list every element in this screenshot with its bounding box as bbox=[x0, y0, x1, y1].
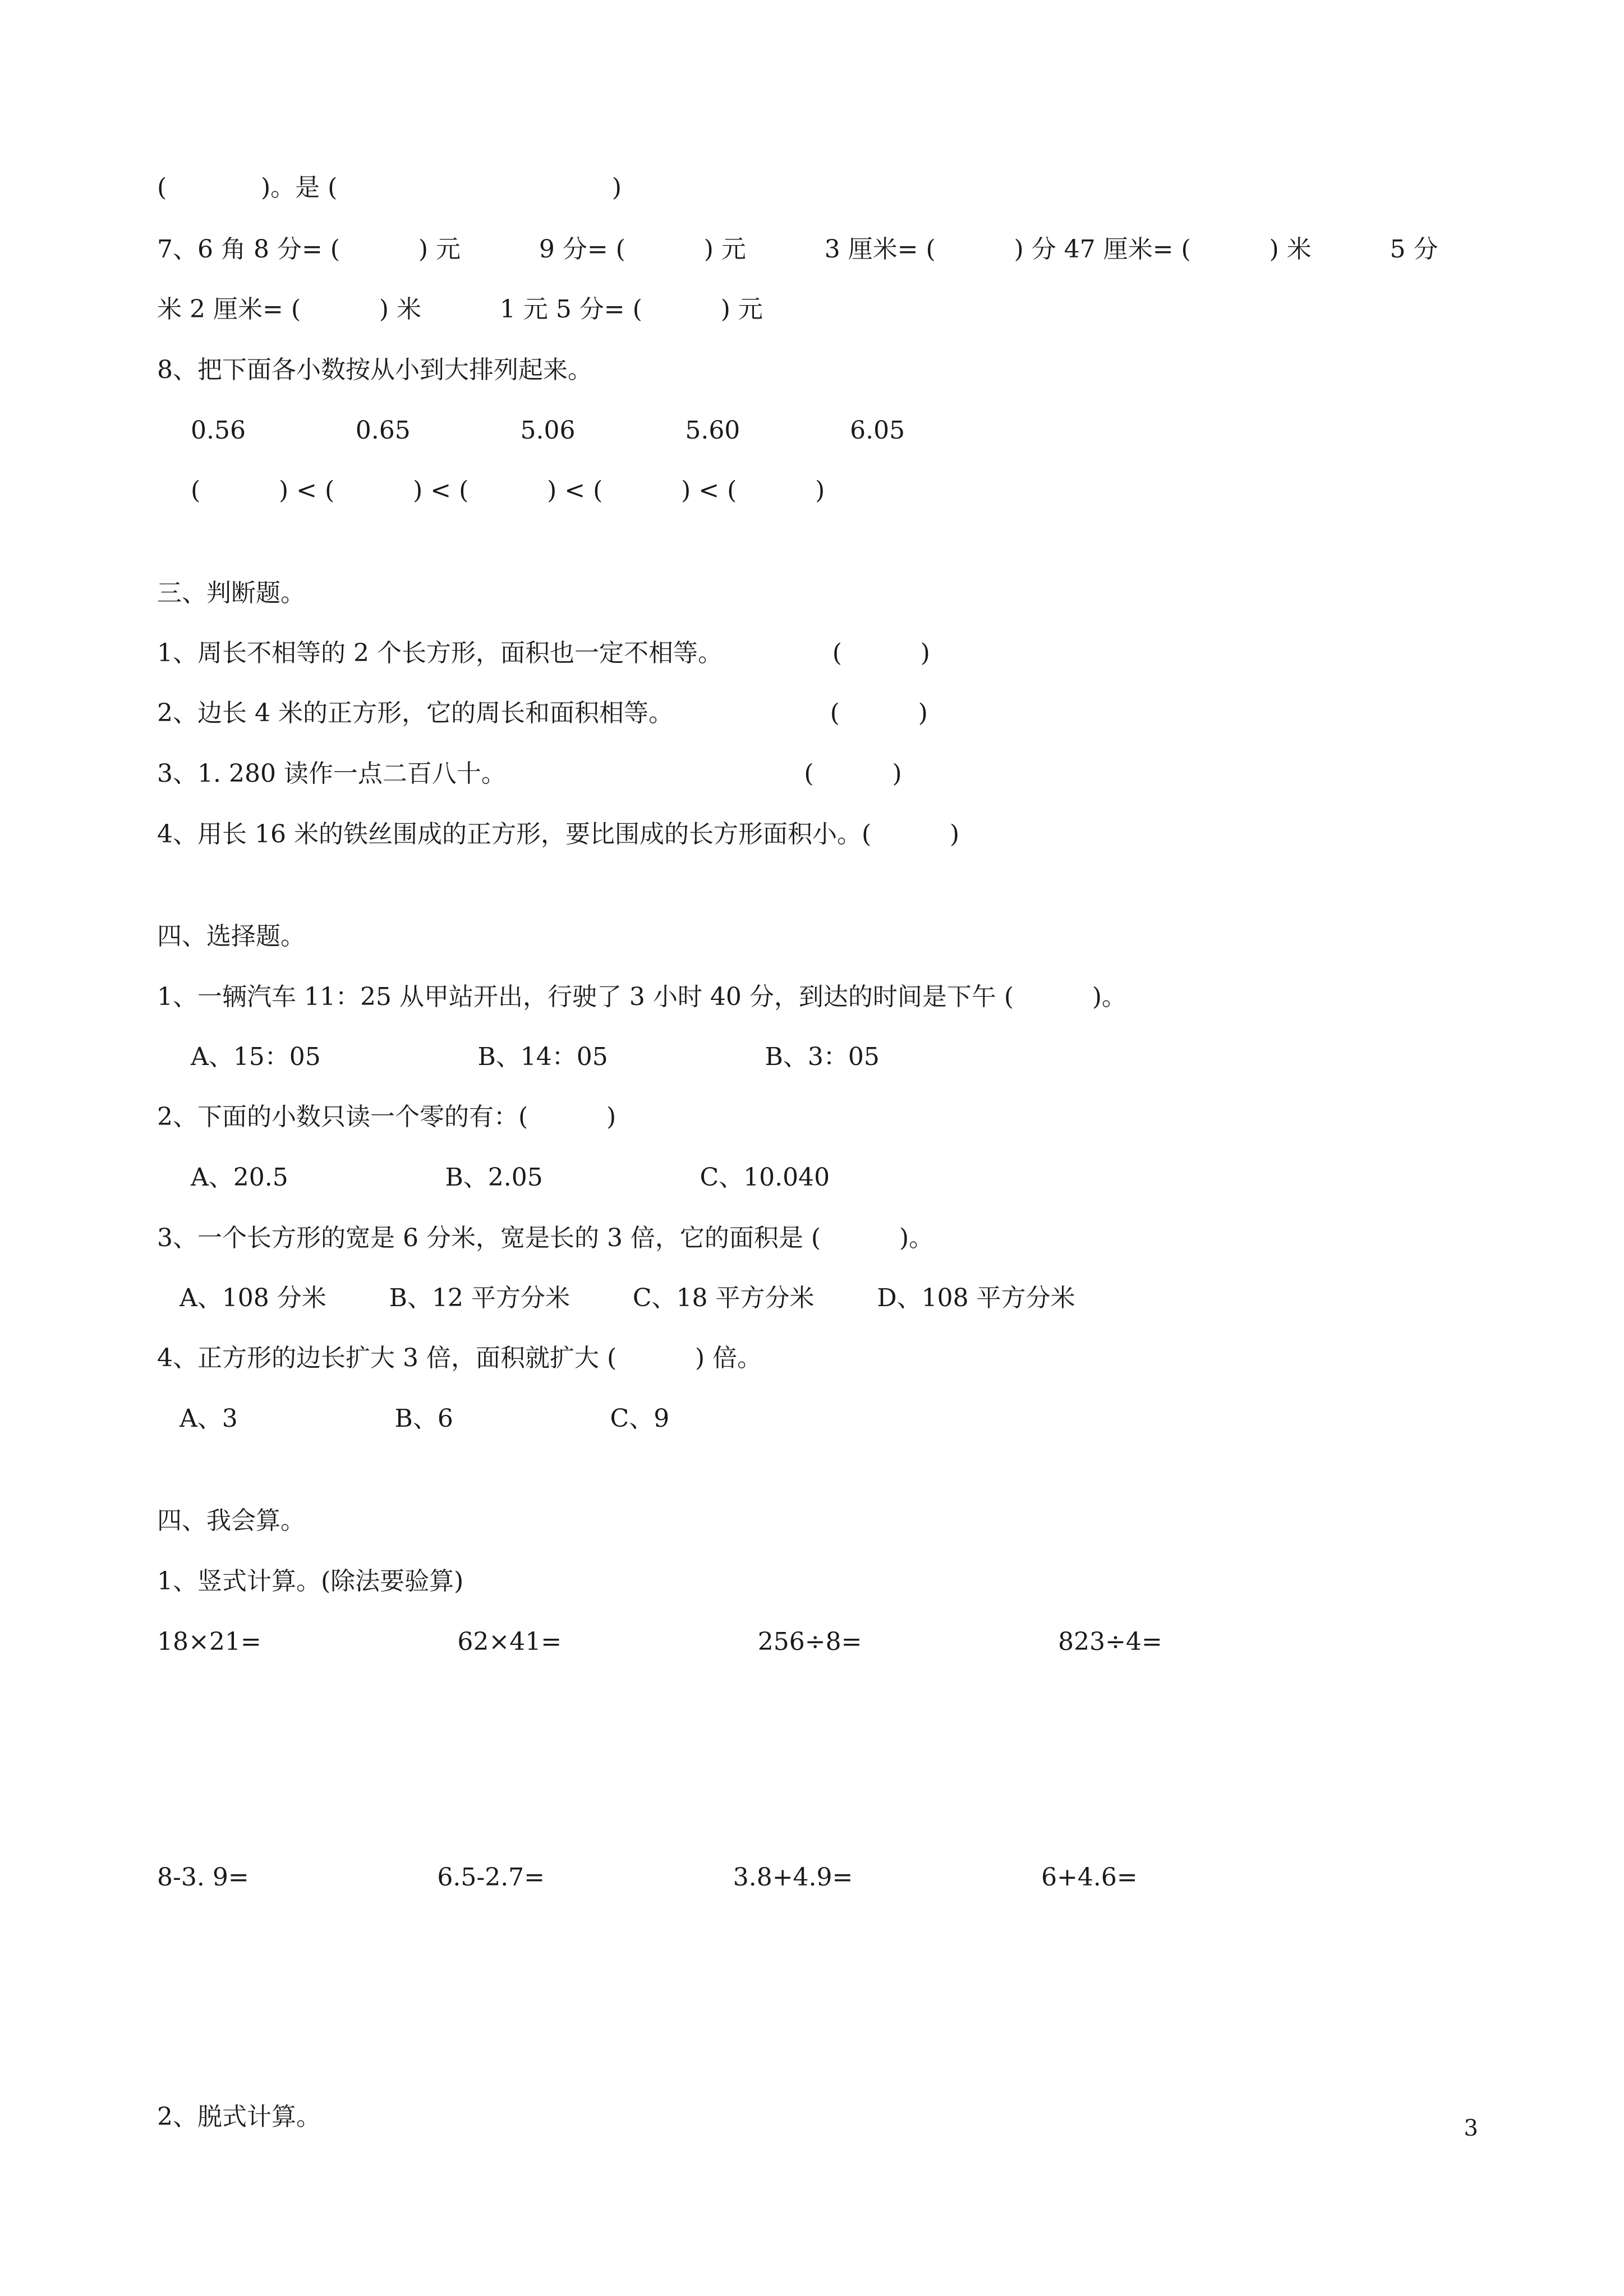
choice-4-options: A、3 B、6 C、9 bbox=[180, 1404, 670, 1433]
choice-3-options: A、108 分米 B、12 平方分米 C、18 平方分米 D、108 平方分米 bbox=[180, 1284, 1075, 1312]
page-number: 3 bbox=[1464, 2115, 1478, 2141]
q8-answer-blanks: ( ) < ( ) < ( ) < ( ) < ( ) bbox=[191, 476, 825, 505]
choice-question-3: 3、一个长方形的宽是 6 分米，宽是长的 3 倍，它的面积是 ( )。 bbox=[157, 1224, 934, 1252]
calc-vertical-prompt: 1、竖式计算。(除法要验算) bbox=[157, 1567, 464, 1596]
tf-question-2: 2、边长 4 米的正方形，它的周长和面积相等。 ( ) bbox=[157, 699, 928, 727]
calc-row-2: 8-3. 9= 6.5-2.7= 3.8+4.9= 6+4.6= bbox=[157, 1863, 1138, 1892]
q7-line-1: 7、6 角 8 分= ( ) 元 9 分= ( ) 元 3 厘米= ( ) 分 47 厘米= ( ) 米 5 分 bbox=[157, 235, 1438, 264]
q7-line-2: 米 2 厘米= ( ) 米 1 元 5 分= ( ) 元 bbox=[157, 295, 763, 324]
tf-question-3: 3、1. 280 读作一点二百八十。 ( ) bbox=[157, 759, 902, 788]
section-choice-heading: 四、选择题。 bbox=[157, 922, 305, 951]
tf-question-4: 4、用长 16 米的铁丝围成的正方形，要比围成的长方形面积小。( ) bbox=[157, 820, 960, 849]
section-true-false-heading: 三、判断题。 bbox=[157, 579, 305, 607]
calc-stepwise-prompt: 2、脱式计算。 bbox=[157, 2103, 321, 2131]
choice-question-2: 2、下面的小数只读一个零的有：( ) bbox=[157, 1103, 617, 1131]
choice-question-4: 4、正方形的边长扩大 3 倍，面积就扩大 ( ) 倍。 bbox=[157, 1344, 762, 1372]
calc-row-1: 18×21= 62×41= 256÷8= 823÷4= bbox=[157, 1628, 1162, 1656]
q6-continuation-line: ( )。是 ( ) bbox=[157, 173, 622, 202]
choice-2-options: A、20.5 B、2.05 C、10.040 bbox=[191, 1163, 830, 1192]
section-calc-heading: 四、我会算。 bbox=[157, 1506, 305, 1535]
choice-1-options: A、15：05 B、14：05 B、3：05 bbox=[191, 1043, 880, 1071]
tf-question-1: 1、周长不相等的 2 个长方形，面积也一定不相等。 ( ) bbox=[157, 639, 930, 667]
choice-question-1: 1、一辆汽车 11：25 从甲站开出，行驶了 3 小时 40 分，到达的时间是下午 ( )。 bbox=[157, 983, 1127, 1011]
q8-decimals: 0.56 0.65 5.06 5.60 6.05 bbox=[191, 416, 905, 445]
q8-prompt: 8、把下面各小数按从小到大排列起来。 bbox=[157, 356, 592, 384]
